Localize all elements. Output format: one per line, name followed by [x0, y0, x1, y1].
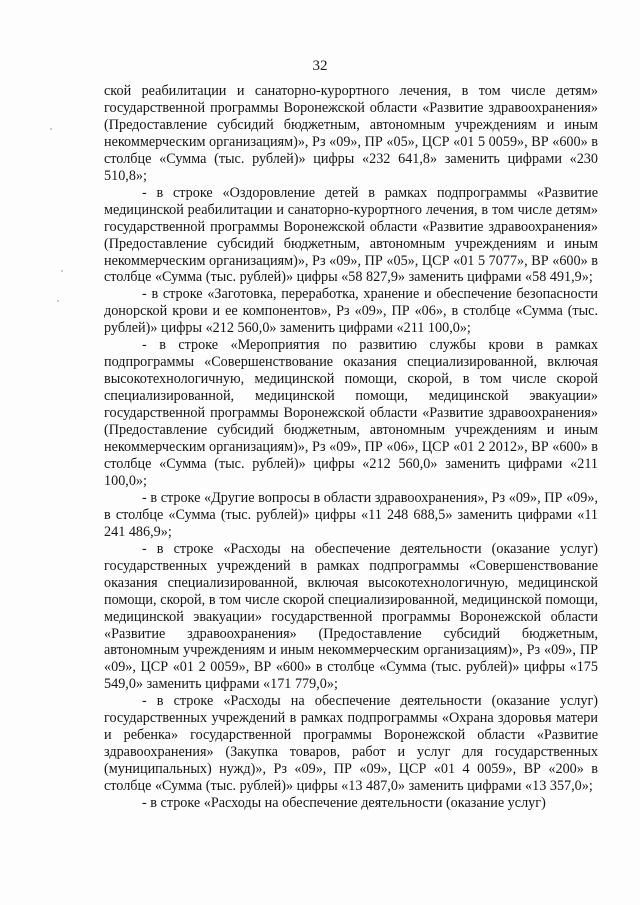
scan-speck	[50, 128, 52, 130]
scan-speck	[57, 300, 59, 302]
document-body	[104, 83, 598, 812]
paragraph-truncated: - в строке «Расходы на обеспечение деятельности (оказание услуг)	[142, 795, 546, 812]
paragraph: - в строке «Оздоровление детей в рамках подпрограммы «Развитие медицинской реабилитации и санаторно-курортного лечения, в том числе детям» государственной программы Воронежской области «Развитие здравоохранения» (Предоставление субсидий бюджетным, автономным учреждениям и иным некоммерческим организациям)», Рз «09», ПР «05», ЦСР «01 5 7077», ВР «600» в столбце «Сумма (тыс. рублей)» цифры «58 827,9» заменить цифрами «58 491,9»;	[104, 184, 598, 286]
scan-speck	[61, 270, 63, 272]
paragraph: - в строке «Расходы на обеспечение деятельности (оказание услуг) государственных учреждений в рамках подпрограммы «Совершенствование оказания специализированной, включая высокотехнологичную, медицинской помощи, скорой, в том числе скорой специализированной, медицинской помощи, медицинской эвакуации» государственной программы Воронежской области «Развитие здравоохранения» (Предоставление субсидий бюджетным, автономным учреждениям и иным некоммерческим организациям)», Рз «09», ПР «09», ЦСР «01 2 0059», ВР «600» в столбце «Сумма (тыс. рублей)» цифры «175 549,0» заменить цифрами «171 779,0»;	[104, 540, 598, 693]
page-number: 32	[312, 58, 328, 74]
paragraph-continuation: ской реабилитации и санаторно-курортного лечения, в том числе детям» государственной программы Воронежской области «Развитие здравоохранения» (Предоставление субсидий бюджетным, автономным учреждениям и иным некоммерческим организациям)», Рз «09», ПР «05», ЦСР «01 5 0059», ВР «600» в столбце «Сумма (тыс. рублей)» цифры «232 641,8» заменить цифрами «230 510,8»;	[104, 83, 598, 184]
paragraph: - в строке «Другие вопросы в области здравоохранения», Рз «09», ПР «09», в столбце «Сумма (тыс. рублей)» цифры «11 248 688,5» заменить цифрами «11 241 486,9»;	[104, 489, 598, 540]
paragraph: - в строке «Расходы на обеспечение деятельности (оказание услуг) государственных учреждений в рамках подпрограммы «Охрана здоровья матери и ребенка» государственной программы Воронежской области «Развитие здравоохранения» (Закупка товаров, работ и услуг для государственных (муниципальных) нужд)», Рз «09», ПР «09», ЦСР «01 4 0059», ВР «200» в столбце «Сумма (тыс. рублей)» цифры «13 487,0» заменить цифрами «13 357,0»;	[104, 693, 598, 795]
paragraph: - в строке «Мероприятия по развитию службы крови в рамках подпрограммы «Совершенствование оказания специализированной, включая высокотехнологичную, медицинской помощи, скорой, в том числе скорой специализированной, медицинской помощи, медицинской эвакуации» государственной программы Воронежской области «Развитие здравоохранения» (Предоставление субсидий бюджетным, автономным учреждениям и иным некоммерческим организациям)», Рз «09», ПР «06», ЦСР «01 2 2012», ВР «600» в столбце «Сумма (тыс. рублей)» цифры «212 560,0» заменить цифрами «211 100,0»;	[104, 337, 598, 489]
paragraph: - в строке «Заготовка, переработка, хранение и обеспечение безопасности донорской крови и ее компонентов», Рз «09», ПР «06», в столбце «Сумма (тыс. рублей)» цифры «212 560,0» заменить цифрами «211 100,0»;	[104, 286, 598, 337]
